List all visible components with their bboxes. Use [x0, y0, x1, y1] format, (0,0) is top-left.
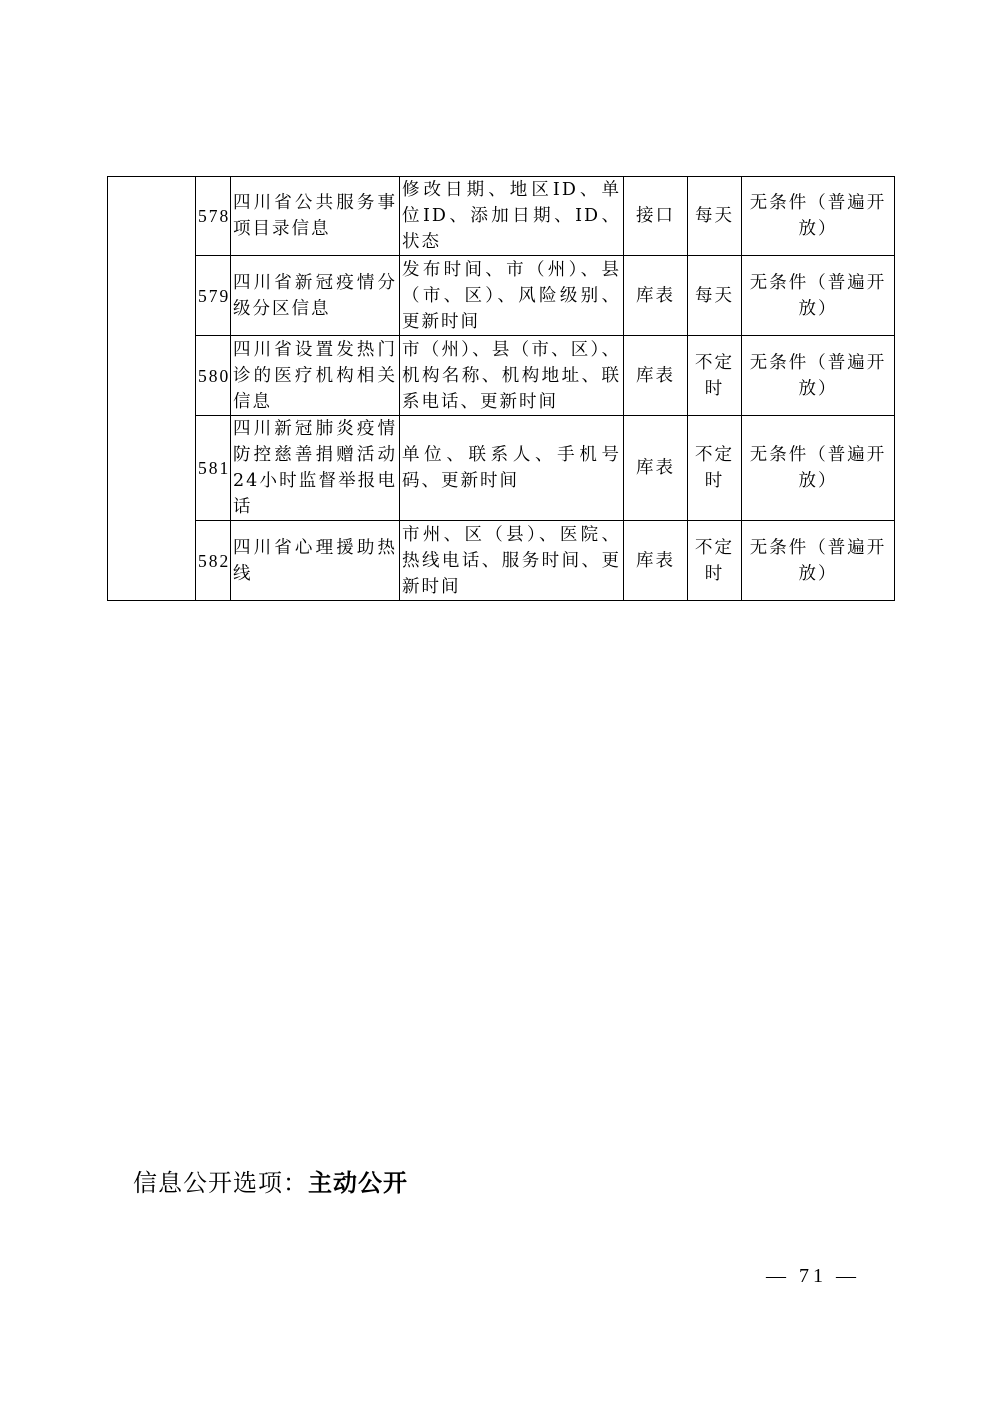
- table-row: [108, 177, 895, 256]
- row-openness: 无条件（普遍开放）: [742, 177, 895, 256]
- table-row: [108, 336, 895, 416]
- row-name: 四川新冠肺炎疫情防控慈善捐赠活动24小时监督举报电话: [231, 416, 400, 521]
- disclosure-option: [133, 1163, 408, 1198]
- row-openness: 无条件（普遍开放）: [742, 256, 895, 336]
- row-openness: 无条件（普遍开放）: [742, 521, 895, 601]
- row-frequency: 每天: [688, 177, 742, 256]
- row-number: 582: [196, 521, 231, 601]
- table-row: [108, 416, 895, 521]
- row-number: 580: [196, 336, 231, 416]
- row-name: 四川省新冠疫情分级分区信息: [231, 256, 400, 336]
- row-name: 四川省公共服务事项目录信息: [231, 177, 400, 256]
- row-fields: 单位、联系人、手机号码、更新时间: [400, 416, 624, 521]
- row-openness: 无条件（普遍开放）: [742, 336, 895, 416]
- category-cell: [108, 177, 196, 601]
- row-fields: 修改日期、地区ID、单位ID、添加日期、ID、状态: [400, 177, 624, 256]
- disclosure-option-label: 信息公开选项：: [133, 1169, 308, 1197]
- row-number: 579: [196, 256, 231, 336]
- row-frequency: 不定时: [688, 416, 742, 521]
- table-row: [108, 521, 895, 601]
- row-method: 库表: [624, 336, 688, 416]
- row-fields: 市（州）、县（市、区）、机构名称、机构地址、联系电话、更新时间: [400, 336, 624, 416]
- row-method: 库表: [624, 256, 688, 336]
- row-method: 库表: [624, 416, 688, 521]
- row-frequency: 不定时: [688, 521, 742, 601]
- row-number: 578: [196, 177, 231, 256]
- row-name: 四川省心理援助热线: [231, 521, 400, 601]
- row-fields: 发布时间、市（州）、县（市、区）、风险级别、更新时间: [400, 256, 624, 336]
- row-openness: 无条件（普遍开放）: [742, 416, 895, 521]
- row-method: 接口: [624, 177, 688, 256]
- row-fields: 市州、区（县）、医院、热线电话、服务时间、更新时间: [400, 521, 624, 601]
- row-number: 581: [196, 416, 231, 521]
- disclosure-option-value: 主动公开: [308, 1169, 408, 1197]
- catalog-table: [107, 176, 895, 601]
- row-name: 四川省设置发热门诊的医疗机构相关信息: [231, 336, 400, 416]
- row-frequency: 每天: [688, 256, 742, 336]
- row-method: 库表: [624, 521, 688, 601]
- table-row: [108, 256, 895, 336]
- page-number: — 71 —: [766, 1265, 860, 1287]
- row-frequency: 不定时: [688, 336, 742, 416]
